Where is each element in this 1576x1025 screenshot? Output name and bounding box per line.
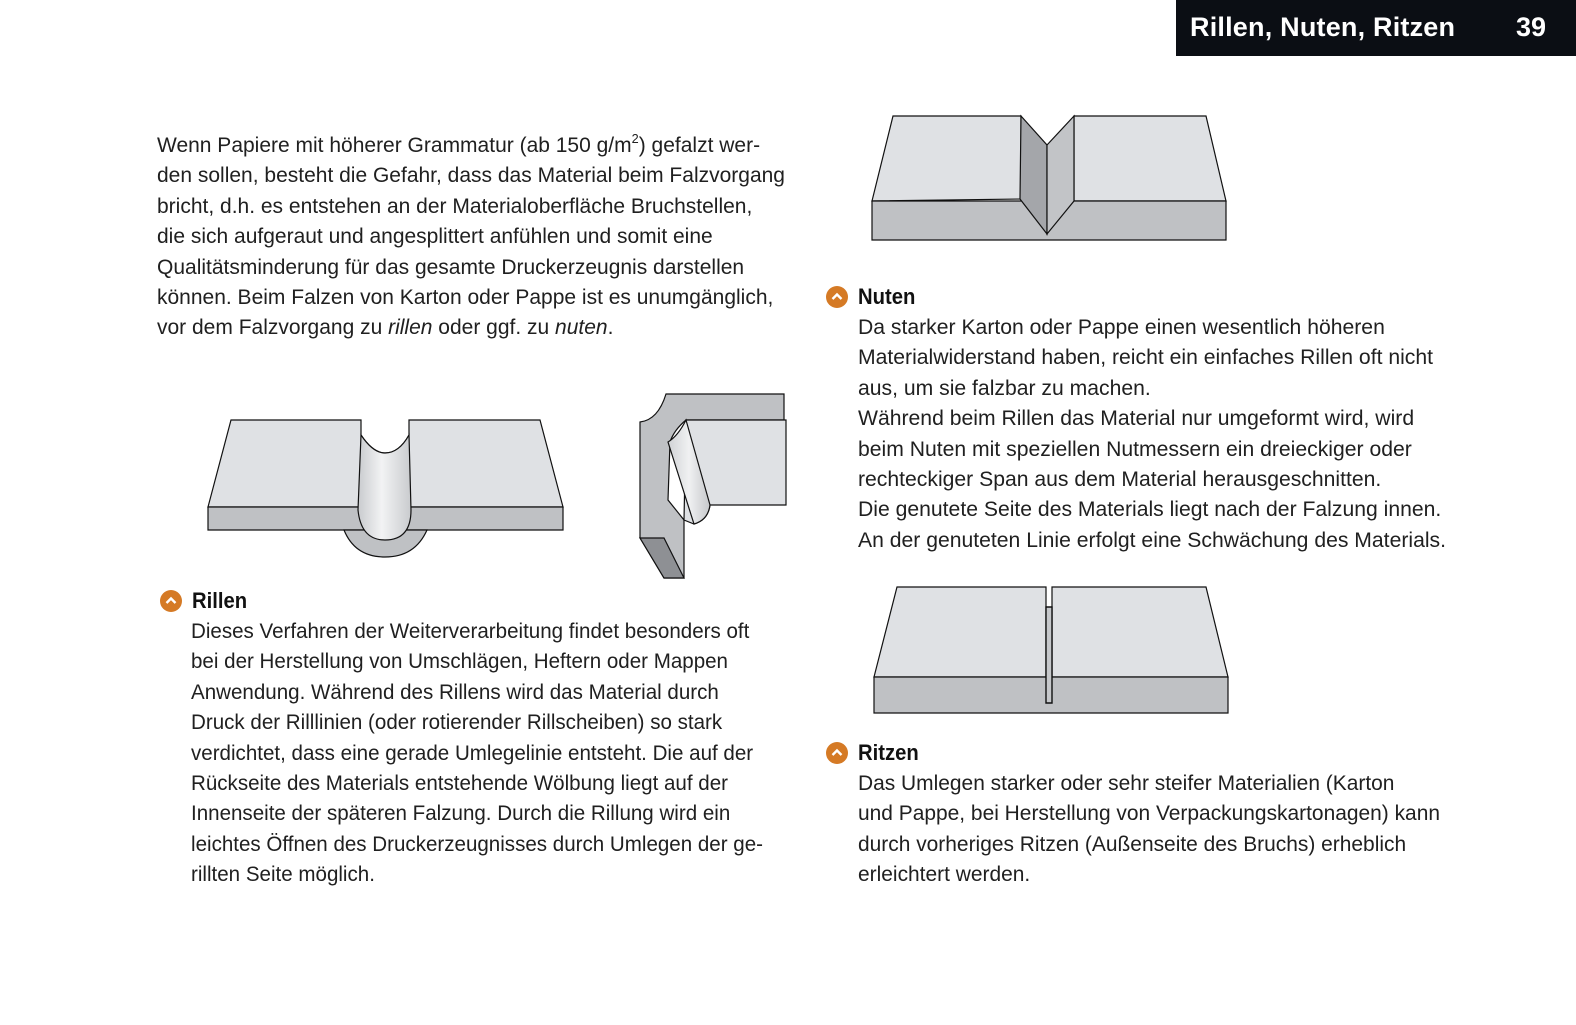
body-line: durch vorheriges Ritzen (Außenseite des Bruchs) erheblich [858, 831, 1407, 856]
term-nuten: nuten [555, 315, 608, 340]
body-line: Die genutete Seite des Materials liegt nach der Falzung innen. [858, 497, 1442, 522]
intro-line: die sich aufgeraut und angesplittert anfühlen und somit eine [157, 224, 713, 249]
intro-line: den sollen, besteht die Gefahr, dass das Material beim Falzvorgang [157, 163, 785, 188]
section-title: Rillen [192, 588, 248, 613]
term-rillen: rillen [388, 315, 433, 340]
rillen-illustration [205, 415, 567, 560]
intro-line: bricht, d.h. es entstehen an der Materialoberfläche Bruchstellen, [157, 193, 753, 218]
section-title: Nuten [858, 284, 916, 309]
body-line: erleichtert werden. [858, 862, 1031, 887]
body-line: Innenseite der späteren Falzung. Durch die Rillung wird ein [191, 801, 731, 826]
section-rillen-heading [160, 588, 252, 614]
page-header [1176, 0, 1576, 56]
body-line: An der genuteten Linie erfolgt eine Schwächung des Materials. [858, 527, 1446, 552]
page-number: 39 [1515, 12, 1546, 42]
intro-line: können. Beim Falzen von Karton oder Pappe ist es unumgänglich, [157, 285, 774, 310]
body-line: Anwendung. Während des Rillens wird das Material durch [191, 679, 719, 704]
body-line: Während beim Rillen das Material nur umgeformt wird, wird [858, 406, 1415, 431]
body-line: verdichtet, dass eine gerade Umlegelinie entsteht. Die auf der [191, 740, 754, 765]
intro-line: Wenn Papiere mit höherer Grammatur (ab 150 $g/m^2$) gefalzt wer- [157, 131, 761, 157]
section-nuten-heading [826, 284, 920, 310]
section-nuten-body [858, 312, 1446, 555]
body-line: Druck der Rilllinien (oder rotierender Rillscheiben) so stark [191, 710, 723, 735]
chevron-up-bullet-icon [826, 742, 848, 764]
body-line: bei der Herstellung von Umschlägen, Heftern oder Mappen [191, 649, 728, 674]
body-line: Materialwiderstand haben, reicht ein einfaches Rillen oft nicht [858, 345, 1434, 370]
body-line: leichtes Öffnen des Druckerzeugnisses durch Umlegen der ge- [191, 831, 763, 856]
intro-line: Qualitätsminderung für das gesamte Druckerzeugnis darstellen [157, 254, 745, 279]
body-line: Da starker Karton oder Pappe einen wesentlich höheren [858, 315, 1385, 339]
section-rillen-body [191, 616, 763, 890]
rillen-folded-illustration [636, 390, 791, 585]
body-line: Rückseite des Materials entstehende Wölbung liegt auf der [191, 771, 729, 796]
body-line: und Pappe, bei Herstellung von Verpackungskartonagen) kann [858, 801, 1440, 826]
body-line: beim Nuten mit speziellen Nutmessern ein dreieckiger oder [858, 436, 1412, 461]
chapter-title: Rillen, Nuten, Ritzen [1190, 12, 1456, 42]
nuten-illustration [870, 112, 1230, 244]
body-line: aus, um sie falzbar zu machen. [858, 375, 1151, 400]
chevron-up-bullet-icon [826, 286, 848, 308]
section-ritzen-body [858, 768, 1440, 890]
body-line: Das Umlegen starker oder sehr steifer Materialien (Karton [858, 771, 1395, 795]
body-line: Dieses Verfahren der Weiterverarbeitung findet besonders oft [191, 619, 750, 643]
body-line: rillten Seite möglich. [191, 862, 375, 887]
section-title: Ritzen [858, 740, 919, 765]
body-line: rechteckiger Span aus dem Material herausgeschnitten. [858, 467, 1382, 492]
intro-line: vor dem Falzvorgang zu rillen oder ggf. zu nuten. [157, 315, 614, 340]
ritzen-illustration [872, 585, 1232, 715]
chevron-up-bullet-icon [160, 590, 182, 612]
section-ritzen-heading [826, 740, 924, 766]
intro-paragraph [157, 130, 785, 343]
